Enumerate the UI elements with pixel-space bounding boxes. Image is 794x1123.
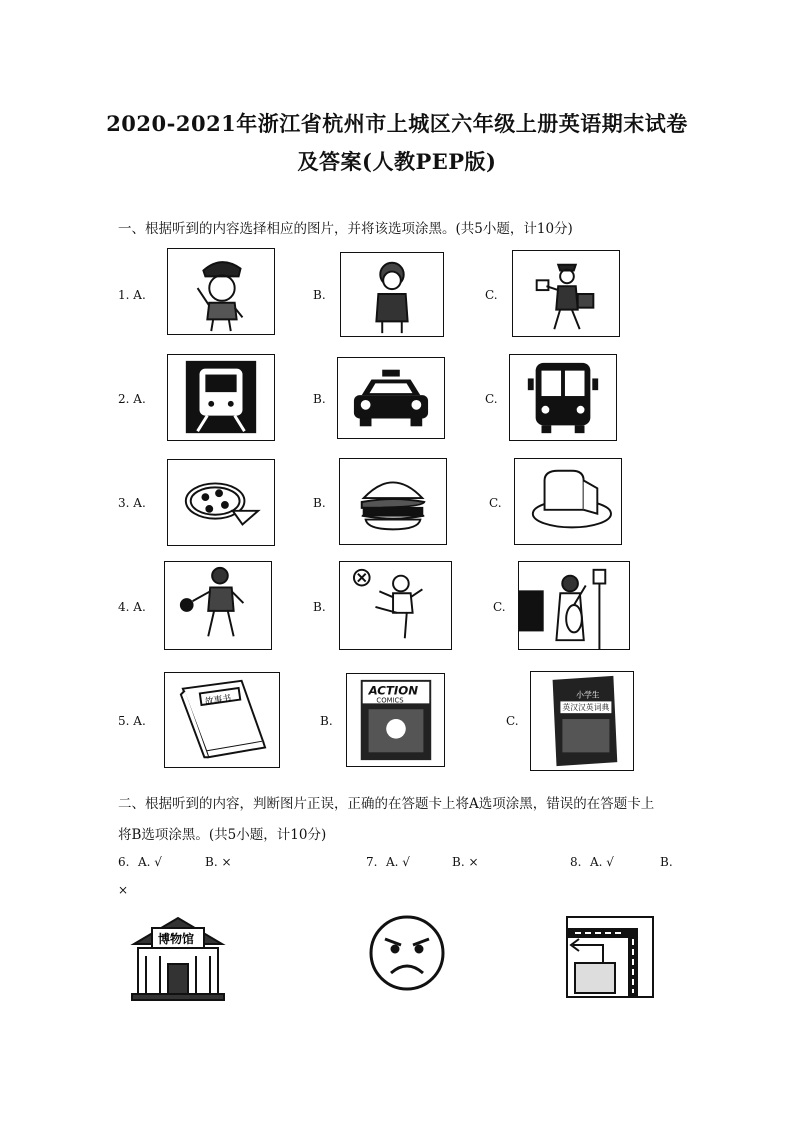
question-4-option-b-label: B. (313, 600, 326, 614)
q5-option-c-dictionary-image (530, 671, 634, 771)
museum-sign: 博物馆 (158, 932, 195, 946)
question-6-num: 6. (118, 855, 130, 869)
angry-face-icon (367, 913, 447, 993)
question-6-option-b: B. × (205, 855, 232, 869)
dictionary-subtitle: 小学生 (576, 690, 600, 700)
question-8-option-a: A. √ (590, 855, 614, 869)
question-7-option-b: B. × (452, 855, 479, 869)
question-1-option-b-label: B. (313, 288, 326, 302)
q5-option-b-comic-image (346, 673, 445, 767)
page-title: 2020-2021年浙江省杭州市上城区六年级上册英语期末试卷 (106, 111, 688, 136)
q3-option-b-hamburger-image (339, 458, 447, 545)
comic-title: ACTION (368, 683, 419, 698)
question-8-num: 8. (570, 855, 582, 869)
question-6-option-a: A. √ (138, 855, 162, 869)
q3-option-a-pizza-image (167, 459, 275, 546)
question-5-option-b-label: B. (320, 714, 333, 728)
q4-option-a-pingpong-image (164, 561, 272, 650)
question-3-option-c-label: C. (489, 496, 502, 510)
section2-heading-line2: 将B选项涂黑。(共5小题，计10分) (118, 827, 327, 843)
page-subtitle: 及答案(人教PEP版) (297, 149, 497, 174)
museum-icon (128, 910, 228, 1002)
q4-option-b-football-image (339, 561, 452, 650)
q3-option-c-bread-image (514, 458, 622, 545)
question-4-label: 4. A. (118, 600, 146, 614)
question-1-option-c-label: C. (485, 288, 498, 302)
question-8-option-b-mark: × (118, 883, 129, 897)
map-route-icon (563, 913, 657, 1001)
section2-heading-line1: 二、根据听到的内容，判断图片正误，正确的在答题卡上将A选项涂黑，错误的在答题卡上 (118, 796, 655, 812)
question-3-option-b-label: B. (313, 496, 326, 510)
q1-option-c-postman-image (512, 250, 620, 337)
dictionary-title: 英汉汉英词典 (562, 703, 610, 713)
section1-heading: 一、根据听到的内容选择相应的图片，并将该选项涂黑。(共5小题，计10分) (118, 221, 573, 237)
question-2-option-c-label: C. (485, 392, 498, 406)
q4-option-c-pipa-image (518, 561, 630, 650)
question-8-option-b: B. (660, 855, 673, 869)
storybook-title: 故事书 (204, 693, 232, 708)
question-2-label: 2. A. (118, 392, 146, 406)
question-4-option-c-label: C. (493, 600, 506, 614)
question-2-option-b-label: B. (313, 392, 326, 406)
q2-option-a-subway-image (167, 354, 275, 441)
question-5-label: 5. A. (118, 714, 146, 728)
q5-option-a-storybook-image (164, 672, 280, 768)
q2-option-c-bus-image (509, 354, 617, 441)
q2-option-b-taxi-image (337, 357, 445, 439)
question-3-label: 3. A. (118, 496, 146, 510)
q1-option-a-police-image (167, 248, 275, 335)
question-7-num: 7. (366, 855, 378, 869)
q1-option-b-pilot-image (340, 252, 444, 337)
question-7-option-a: A. √ (386, 855, 410, 869)
question-1-label: 1. A. (118, 288, 146, 302)
question-5-option-c-label: C. (506, 714, 519, 728)
comic-subtitle: COMICS (376, 696, 404, 705)
